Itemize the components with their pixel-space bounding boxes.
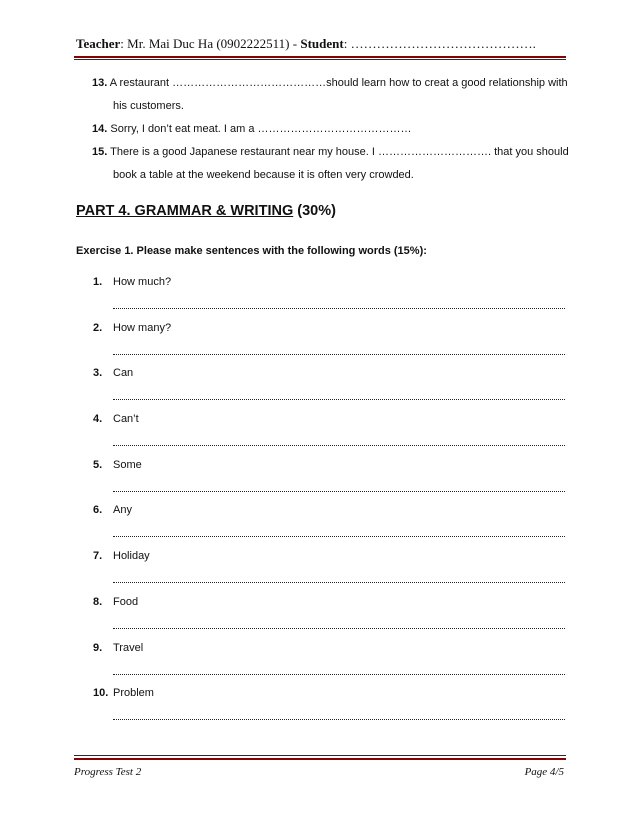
answer-line[interactable] [113,399,565,400]
exercise-item [93,321,171,335]
question-13 [92,76,568,90]
question-text: Sorry, I don’t eat meat. I am a …………………………………… [110,123,412,135]
item-word: How many? [113,322,172,334]
item-number: 3. [93,367,103,379]
item-word: Holiday [113,550,150,562]
item-word: How much? [113,276,172,288]
question-number: 13. [92,77,108,89]
item-word: Food [113,596,139,608]
item-word: Problem [113,687,154,699]
item-number: 7. [93,550,103,562]
footer-rule [74,758,566,760]
exercise-item [93,412,139,426]
item-word: Can’t [113,413,139,425]
exercise-item [93,503,132,517]
answer-line[interactable] [113,628,565,629]
exercise-item [93,641,143,655]
item-number: 9. [93,642,103,654]
student-label: Student [300,36,344,51]
student-blank: : ……………………………………. [343,36,536,51]
part-title [76,203,336,219]
answer-line[interactable] [113,445,565,446]
teacher-info: : Mr. Mai Duc Ha (0902222511) - [120,36,301,51]
item-word: Any [113,504,132,516]
footer-test-name: Progress Test 2 [74,766,142,778]
footer-page-number: Page 4/5 [524,766,564,778]
item-word: Travel [113,642,144,654]
answer-line[interactable] [113,674,565,675]
exercise-item [93,686,154,700]
answer-line[interactable] [113,308,565,309]
exercise-item [93,366,133,380]
item-number: 2. [93,322,103,334]
footer-rule-thin [74,755,566,756]
exercise-item [93,275,171,289]
exercise-item [93,549,150,563]
answer-line[interactable] [113,536,565,537]
question-text: A restaurant ……………………………………should learn how to creat a good relationship with [109,77,568,89]
part-score: (30%) [293,203,336,219]
answer-line[interactable] [113,491,565,492]
item-word: Some [113,459,142,471]
question-text: There is a good Japanese restaurant near my house. I …………………………. that you should [110,146,569,158]
answer-line[interactable] [113,354,565,355]
exercise-item [93,458,142,472]
item-number: 1. [93,276,103,288]
item-number: 10. [93,687,109,699]
question-13-continuation: his customers. [113,100,184,112]
exercise-item [93,595,138,609]
item-word: Can [113,367,134,379]
item-number: 8. [93,596,103,608]
question-15 [92,145,569,159]
part-title-text: PART 4. GRAMMAR & WRITING [76,203,294,219]
item-number: 6. [93,504,103,516]
question-number: 15. [92,146,108,158]
question-15-continuation: book a table at the weekend because it is often very crowded. [113,169,414,181]
question-14 [92,122,412,136]
header-rule [74,56,566,58]
answer-line[interactable] [113,582,565,583]
page-header [76,36,566,52]
item-number: 4. [93,413,103,425]
teacher-label: Teacher [76,36,121,51]
item-number: 5. [93,459,103,471]
question-number: 14. [92,123,108,135]
exercise-heading: Exercise 1. Please make sentences with the following words (15%): [76,245,427,257]
answer-line[interactable] [113,719,565,720]
header-rule-thin [74,59,566,60]
